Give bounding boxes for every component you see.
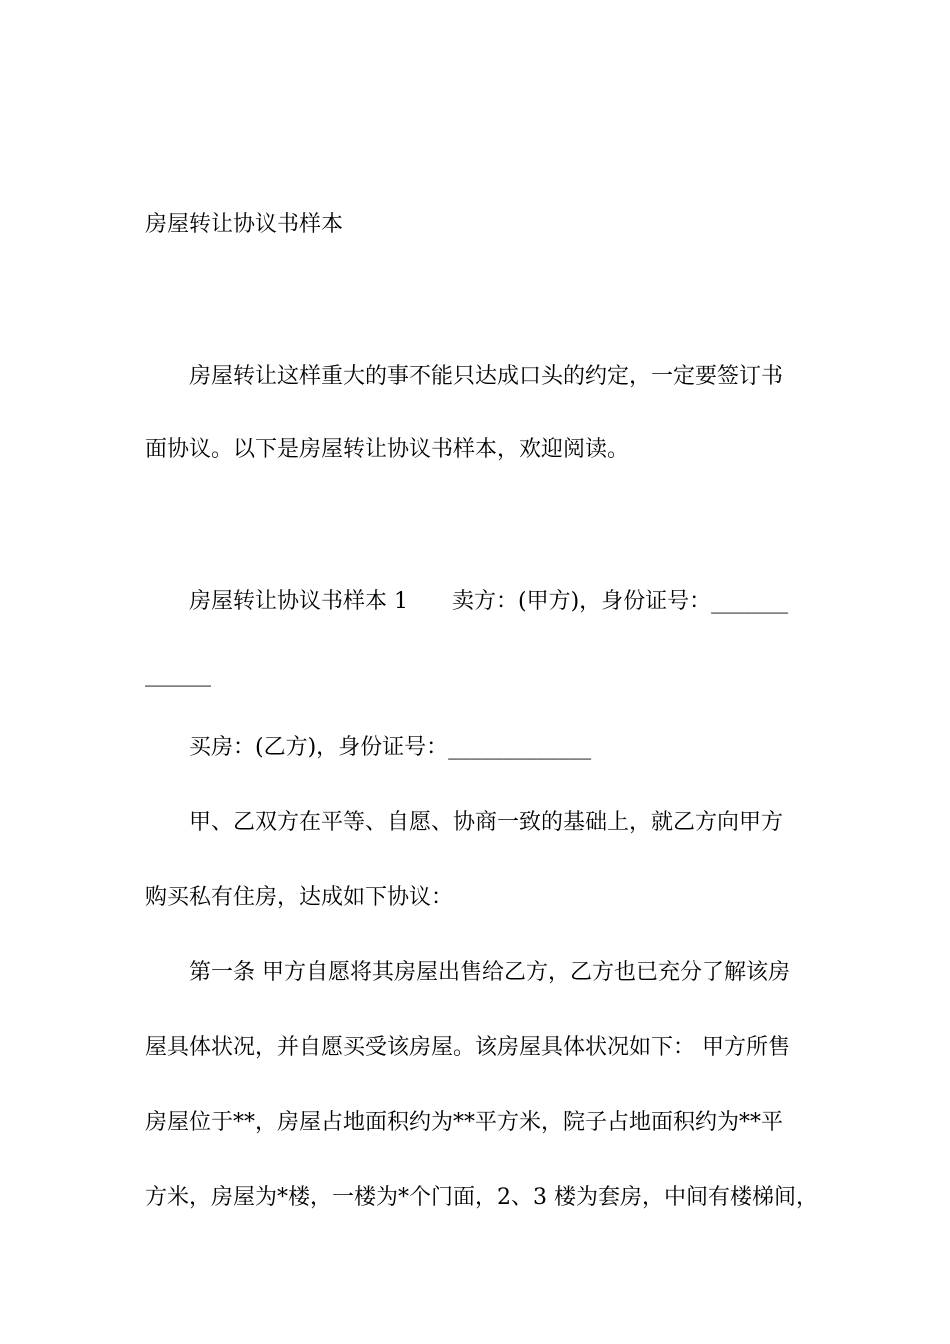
paragraph-line: 面协议。以下是房屋转让协议书样本，欢迎阅读。 — [145, 437, 630, 462]
paragraph-line: 第一条 甲方自愿将其房屋出售给乙方，乙方也已充分了解该房 — [189, 960, 790, 985]
paragraph-line: 屋具体状况，并自愿买受该房屋。该房屋具体状况如下： 甲方所售 — [145, 1035, 790, 1060]
paragraph-line: 房屋转让这样重大的事不能只达成口头的约定，一定要签订书 — [189, 364, 784, 389]
document-title: 房屋转让协议书样本 — [145, 212, 344, 237]
paragraph-line: 房屋位于**，房屋占地面积约为**平方米，院子占地面积约为**平 — [145, 1110, 784, 1135]
paragraph-line: 房屋转让协议书样本 1 卖方：(甲方)，身份证号：_______ — [189, 589, 789, 614]
paragraph-line: 方米，房屋为*楼，一楼为*个门面，2、3 楼为套房，中间有楼梯间， — [145, 1185, 818, 1210]
paragraph-line: ______ — [145, 662, 211, 687]
paragraph-line: 买房：(乙方)，身份证号：_____________ — [189, 735, 592, 760]
paragraph-line: 甲、乙双方在平等、自愿、协商一致的基础上，就乙方向甲方 — [189, 810, 784, 835]
paragraph-line: 购买私有住房，达成如下协议： — [145, 885, 454, 910]
